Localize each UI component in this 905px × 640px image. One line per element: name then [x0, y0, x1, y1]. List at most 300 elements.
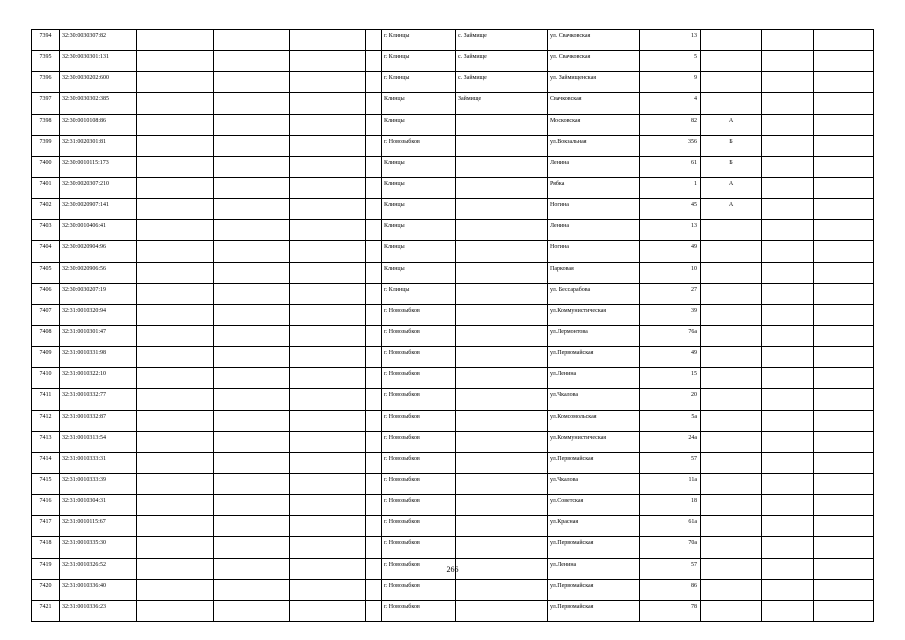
cadastral-number-cell: 32:31:0010304:31	[60, 495, 137, 516]
empty-cell	[290, 600, 366, 621]
empty-cell	[814, 495, 874, 516]
city-cell: Клинцы	[382, 262, 456, 283]
locality-cell	[456, 114, 548, 135]
record-number-cell: 7414	[32, 452, 60, 473]
house-number-cell: 49	[640, 347, 701, 368]
cadastral-number-cell: 32:31:0020301:81	[60, 135, 137, 156]
table-row	[32, 51, 874, 72]
empty-cell	[214, 579, 290, 600]
empty-cell	[366, 51, 382, 72]
cadastral-number-cell: 32:30:0010406:41	[60, 220, 137, 241]
empty-cell	[814, 410, 874, 431]
locality-cell: с. Займище	[456, 51, 548, 72]
empty-cell	[137, 431, 214, 452]
empty-cell	[290, 135, 366, 156]
building-letter-cell	[701, 262, 762, 283]
table-row	[32, 473, 874, 494]
empty-cell	[214, 368, 290, 389]
street-cell: ул.Чкалова	[548, 389, 640, 410]
house-number-cell: 45	[640, 199, 701, 220]
empty-cell	[366, 431, 382, 452]
city-cell: г. Клинцы	[382, 30, 456, 51]
building-letter-cell	[701, 537, 762, 558]
cadastral-number-cell: 32:31:0010322:10	[60, 368, 137, 389]
house-number-cell: 70а	[640, 537, 701, 558]
locality-cell	[456, 177, 548, 198]
building-letter-cell	[701, 30, 762, 51]
empty-cell	[290, 93, 366, 114]
empty-cell	[290, 431, 366, 452]
locality-cell: с. Займище	[456, 72, 548, 93]
empty-cell	[290, 516, 366, 537]
building-letter-cell	[701, 51, 762, 72]
house-number-cell: 15	[640, 368, 701, 389]
street-cell: ул. Займищенская	[548, 72, 640, 93]
empty-cell	[762, 114, 814, 135]
record-number-cell: 7413	[32, 431, 60, 452]
empty-cell	[814, 72, 874, 93]
empty-cell	[290, 579, 366, 600]
street-cell: ул.Советская	[548, 495, 640, 516]
empty-cell	[366, 389, 382, 410]
empty-cell	[814, 135, 874, 156]
empty-cell	[366, 452, 382, 473]
empty-cell	[814, 220, 874, 241]
locality-cell	[456, 410, 548, 431]
house-number-cell: 1	[640, 177, 701, 198]
record-number-cell: 7411	[32, 389, 60, 410]
building-letter-cell: Б	[701, 135, 762, 156]
empty-cell	[762, 516, 814, 537]
street-cell: Ленина	[548, 220, 640, 241]
empty-cell	[137, 114, 214, 135]
table-row	[32, 452, 874, 473]
city-cell: г. Новозыбков	[382, 325, 456, 346]
building-letter-cell	[701, 600, 762, 621]
empty-cell	[137, 199, 214, 220]
locality-cell	[456, 262, 548, 283]
record-number-cell: 7394	[32, 30, 60, 51]
table-row	[32, 199, 874, 220]
cadastral-number-cell: 32:31:0010336:40	[60, 579, 137, 600]
empty-cell	[290, 199, 366, 220]
house-number-cell: 49	[640, 241, 701, 262]
street-cell: ул.Вокзальная	[548, 135, 640, 156]
locality-cell	[456, 495, 548, 516]
empty-cell	[366, 262, 382, 283]
house-number-cell: 11а	[640, 473, 701, 494]
building-letter-cell	[701, 410, 762, 431]
empty-cell	[814, 30, 874, 51]
empty-cell	[214, 431, 290, 452]
empty-cell	[814, 473, 874, 494]
street-cell: Ногина	[548, 241, 640, 262]
empty-cell	[214, 156, 290, 177]
empty-cell	[214, 495, 290, 516]
street-cell: ул.Комсомольская	[548, 410, 640, 431]
building-letter-cell	[701, 473, 762, 494]
empty-cell	[814, 283, 874, 304]
table-row	[32, 93, 874, 114]
empty-cell	[290, 473, 366, 494]
table-row	[32, 325, 874, 346]
empty-cell	[290, 241, 366, 262]
empty-cell	[137, 177, 214, 198]
empty-cell	[214, 262, 290, 283]
empty-cell	[137, 410, 214, 431]
empty-cell	[214, 325, 290, 346]
cadastral-number-cell: 32:31:0010301:47	[60, 325, 137, 346]
empty-cell	[814, 51, 874, 72]
empty-cell	[214, 135, 290, 156]
empty-cell	[762, 72, 814, 93]
empty-cell	[214, 473, 290, 494]
empty-cell	[366, 135, 382, 156]
house-number-cell: 24а	[640, 431, 701, 452]
locality-cell	[456, 304, 548, 325]
empty-cell	[290, 389, 366, 410]
empty-cell	[290, 495, 366, 516]
empty-cell	[814, 516, 874, 537]
empty-cell	[366, 600, 382, 621]
empty-cell	[290, 347, 366, 368]
empty-cell	[366, 304, 382, 325]
empty-cell	[814, 114, 874, 135]
empty-cell	[366, 72, 382, 93]
empty-cell	[814, 537, 874, 558]
empty-cell	[137, 516, 214, 537]
empty-cell	[214, 410, 290, 431]
street-cell: ул.Первомайская	[548, 600, 640, 621]
empty-cell	[290, 325, 366, 346]
building-letter-cell	[701, 72, 762, 93]
empty-cell	[214, 177, 290, 198]
street-cell: ул.Первомайская	[548, 347, 640, 368]
city-cell: г. Клинцы	[382, 283, 456, 304]
city-cell: г. Новозыбков	[382, 452, 456, 473]
empty-cell	[290, 283, 366, 304]
record-number-cell: 7396	[32, 72, 60, 93]
house-number-cell: 86	[640, 579, 701, 600]
street-cell: ул.Первомайская	[548, 579, 640, 600]
cadastral-number-cell: 32:30:0030207:19	[60, 283, 137, 304]
cadastral-number-cell: 32:31:0010331:98	[60, 347, 137, 368]
table-row	[32, 72, 874, 93]
table-row	[32, 410, 874, 431]
empty-cell	[214, 199, 290, 220]
empty-cell	[814, 325, 874, 346]
cadastral-number-cell: 32:31:0010313:54	[60, 431, 137, 452]
house-number-cell: 82	[640, 114, 701, 135]
house-number-cell: 39	[640, 304, 701, 325]
house-number-cell: 356	[640, 135, 701, 156]
empty-cell	[762, 135, 814, 156]
empty-cell	[290, 452, 366, 473]
empty-cell	[290, 220, 366, 241]
street-cell: ул.Коммунистическая	[548, 304, 640, 325]
empty-cell	[366, 241, 382, 262]
empty-cell	[762, 537, 814, 558]
empty-cell	[814, 304, 874, 325]
empty-cell	[762, 325, 814, 346]
city-cell: г. Новозыбков	[382, 389, 456, 410]
street-cell: ул.Первомайская	[548, 452, 640, 473]
street-cell: ул.Лермонтова	[548, 325, 640, 346]
cadastral-number-cell: 32:31:0010336:23	[60, 600, 137, 621]
house-number-cell: 78	[640, 600, 701, 621]
city-cell: г. Новозыбков	[382, 516, 456, 537]
empty-cell	[137, 537, 214, 558]
city-cell: Клинцы	[382, 220, 456, 241]
table-row	[32, 241, 874, 262]
empty-cell	[214, 241, 290, 262]
locality-cell	[456, 452, 548, 473]
empty-cell	[290, 262, 366, 283]
record-number-cell: 7398	[32, 114, 60, 135]
empty-cell	[137, 156, 214, 177]
street-cell: ул.Коммунистическая	[548, 431, 640, 452]
empty-cell	[137, 135, 214, 156]
record-number-cell: 7403	[32, 220, 60, 241]
record-number-cell: 7409	[32, 347, 60, 368]
locality-cell	[456, 135, 548, 156]
empty-cell	[366, 30, 382, 51]
record-number-cell: 7419	[32, 558, 60, 579]
cadastral-number-cell: 32:30:0030302:385	[60, 93, 137, 114]
locality-cell	[456, 431, 548, 452]
building-letter-cell	[701, 495, 762, 516]
house-number-cell: 61	[640, 156, 701, 177]
empty-cell	[366, 495, 382, 516]
building-letter-cell: Б	[701, 156, 762, 177]
table-row	[32, 135, 874, 156]
empty-cell	[366, 177, 382, 198]
locality-cell	[456, 156, 548, 177]
street-cell: ул.Ленина	[548, 368, 640, 389]
cadastral-number-cell: 32:30:0020906:56	[60, 262, 137, 283]
cadastral-number-cell: 32:31:0010115:67	[60, 516, 137, 537]
empty-cell	[762, 220, 814, 241]
locality-cell	[456, 199, 548, 220]
empty-cell	[366, 220, 382, 241]
house-number-cell: 27	[640, 283, 701, 304]
city-cell: Клинцы	[382, 241, 456, 262]
locality-cell: Займище	[456, 93, 548, 114]
empty-cell	[214, 389, 290, 410]
empty-cell	[214, 93, 290, 114]
city-cell: г. Новозыбков	[382, 304, 456, 325]
street-cell: ул.Чкалова	[548, 473, 640, 494]
city-cell: г. Новозыбков	[382, 473, 456, 494]
record-number-cell: 7418	[32, 537, 60, 558]
locality-cell	[456, 347, 548, 368]
cadastral-number-cell: 32:30:0030202:600	[60, 72, 137, 93]
empty-cell	[290, 368, 366, 389]
cadastral-number-cell: 32:30:0030301:131	[60, 51, 137, 72]
city-cell: г. Новозыбков	[382, 135, 456, 156]
empty-cell	[290, 537, 366, 558]
empty-cell	[814, 262, 874, 283]
empty-cell	[762, 368, 814, 389]
street-cell: ул.Первомайская	[548, 537, 640, 558]
table-row	[32, 431, 874, 452]
cadastral-number-cell: 32:31:0010332:87	[60, 410, 137, 431]
record-number-cell: 7395	[32, 51, 60, 72]
empty-cell	[366, 347, 382, 368]
table-row	[32, 537, 874, 558]
table-row	[32, 283, 874, 304]
empty-cell	[762, 389, 814, 410]
street-cell: ул. Бессарабова	[548, 283, 640, 304]
cadastral-number-cell: 32:31:0010333:39	[60, 473, 137, 494]
empty-cell	[290, 304, 366, 325]
table-row	[32, 495, 874, 516]
empty-cell	[762, 410, 814, 431]
locality-cell	[456, 516, 548, 537]
house-number-cell: 5а	[640, 410, 701, 431]
building-letter-cell	[701, 347, 762, 368]
register-sheet	[31, 29, 874, 622]
table-row	[32, 516, 874, 537]
empty-cell	[137, 325, 214, 346]
building-letter-cell	[701, 220, 762, 241]
locality-cell	[456, 473, 548, 494]
table-row	[32, 156, 874, 177]
locality-cell	[456, 579, 548, 600]
house-number-cell: 76а	[640, 325, 701, 346]
empty-cell	[366, 368, 382, 389]
record-number-cell: 7397	[32, 93, 60, 114]
empty-cell	[290, 72, 366, 93]
empty-cell	[290, 156, 366, 177]
empty-cell	[814, 389, 874, 410]
city-cell: г. Клинцы	[382, 72, 456, 93]
empty-cell	[762, 304, 814, 325]
empty-cell	[762, 30, 814, 51]
house-number-cell: 9	[640, 72, 701, 93]
empty-cell	[137, 347, 214, 368]
empty-cell	[762, 177, 814, 198]
empty-cell	[762, 241, 814, 262]
street-cell: Рябка	[548, 177, 640, 198]
empty-cell	[762, 199, 814, 220]
empty-cell	[214, 283, 290, 304]
building-letter-cell: А	[701, 177, 762, 198]
empty-cell	[762, 431, 814, 452]
building-letter-cell	[701, 93, 762, 114]
empty-cell	[814, 93, 874, 114]
building-letter-cell	[701, 304, 762, 325]
house-number-cell: 18	[640, 495, 701, 516]
building-letter-cell	[701, 325, 762, 346]
empty-cell	[814, 579, 874, 600]
city-cell: г. Новозыбков	[382, 537, 456, 558]
locality-cell	[456, 220, 548, 241]
empty-cell	[762, 579, 814, 600]
record-number-cell: 7402	[32, 199, 60, 220]
empty-cell	[814, 600, 874, 621]
empty-cell	[214, 516, 290, 537]
record-number-cell: 7407	[32, 304, 60, 325]
register-body	[32, 30, 874, 622]
cadastral-number-cell: 32:30:0020307:210	[60, 177, 137, 198]
empty-cell	[137, 600, 214, 621]
city-cell: Клинцы	[382, 156, 456, 177]
record-number-cell: 7405	[32, 262, 60, 283]
record-number-cell: 7420	[32, 579, 60, 600]
city-cell: Клинцы	[382, 177, 456, 198]
house-number-cell: 5	[640, 51, 701, 72]
building-letter-cell	[701, 389, 762, 410]
empty-cell	[762, 347, 814, 368]
empty-cell	[814, 368, 874, 389]
empty-cell	[366, 516, 382, 537]
record-number-cell: 7401	[32, 177, 60, 198]
empty-cell	[137, 495, 214, 516]
empty-cell	[762, 473, 814, 494]
empty-cell	[137, 93, 214, 114]
city-cell: г. Новозыбков	[382, 368, 456, 389]
cadastral-number-cell: 32:30:0010108:86	[60, 114, 137, 135]
house-number-cell: 57	[640, 452, 701, 473]
empty-cell	[137, 72, 214, 93]
table-row	[32, 579, 874, 600]
empty-cell	[762, 262, 814, 283]
empty-cell	[214, 452, 290, 473]
empty-cell	[366, 410, 382, 431]
record-number-cell: 7416	[32, 495, 60, 516]
street-cell: ул. Свачковская	[548, 51, 640, 72]
empty-cell	[762, 600, 814, 621]
empty-cell	[814, 156, 874, 177]
locality-cell	[456, 537, 548, 558]
cadastral-number-cell: 32:30:0030307:82	[60, 30, 137, 51]
empty-cell	[762, 51, 814, 72]
empty-cell	[814, 347, 874, 368]
cadastral-number-cell: 32:31:0010332:77	[60, 389, 137, 410]
empty-cell	[366, 473, 382, 494]
record-number-cell: 7417	[32, 516, 60, 537]
locality-cell	[456, 325, 548, 346]
property-register-table	[31, 29, 874, 622]
record-number-cell: 7408	[32, 325, 60, 346]
house-number-cell: 57	[640, 558, 701, 579]
building-letter-cell	[701, 368, 762, 389]
empty-cell	[290, 30, 366, 51]
table-row	[32, 177, 874, 198]
building-letter-cell	[701, 579, 762, 600]
record-number-cell: 7404	[32, 241, 60, 262]
city-cell: Клинцы	[382, 114, 456, 135]
city-cell: г. Новозыбков	[382, 431, 456, 452]
cadastral-number-cell: 32:30:0020904:96	[60, 241, 137, 262]
empty-cell	[814, 452, 874, 473]
building-letter-cell	[701, 283, 762, 304]
cadastral-number-cell: 32:31:0010335:30	[60, 537, 137, 558]
table-row	[32, 262, 874, 283]
empty-cell	[137, 473, 214, 494]
record-number-cell: 7399	[32, 135, 60, 156]
empty-cell	[762, 495, 814, 516]
street-cell: Свачковская	[548, 93, 640, 114]
empty-cell	[290, 410, 366, 431]
table-row	[32, 368, 874, 389]
street-cell: ул. Свачковская	[548, 30, 640, 51]
table-row	[32, 389, 874, 410]
table-row	[32, 220, 874, 241]
city-cell: г. Новозыбков	[382, 600, 456, 621]
empty-cell	[137, 30, 214, 51]
